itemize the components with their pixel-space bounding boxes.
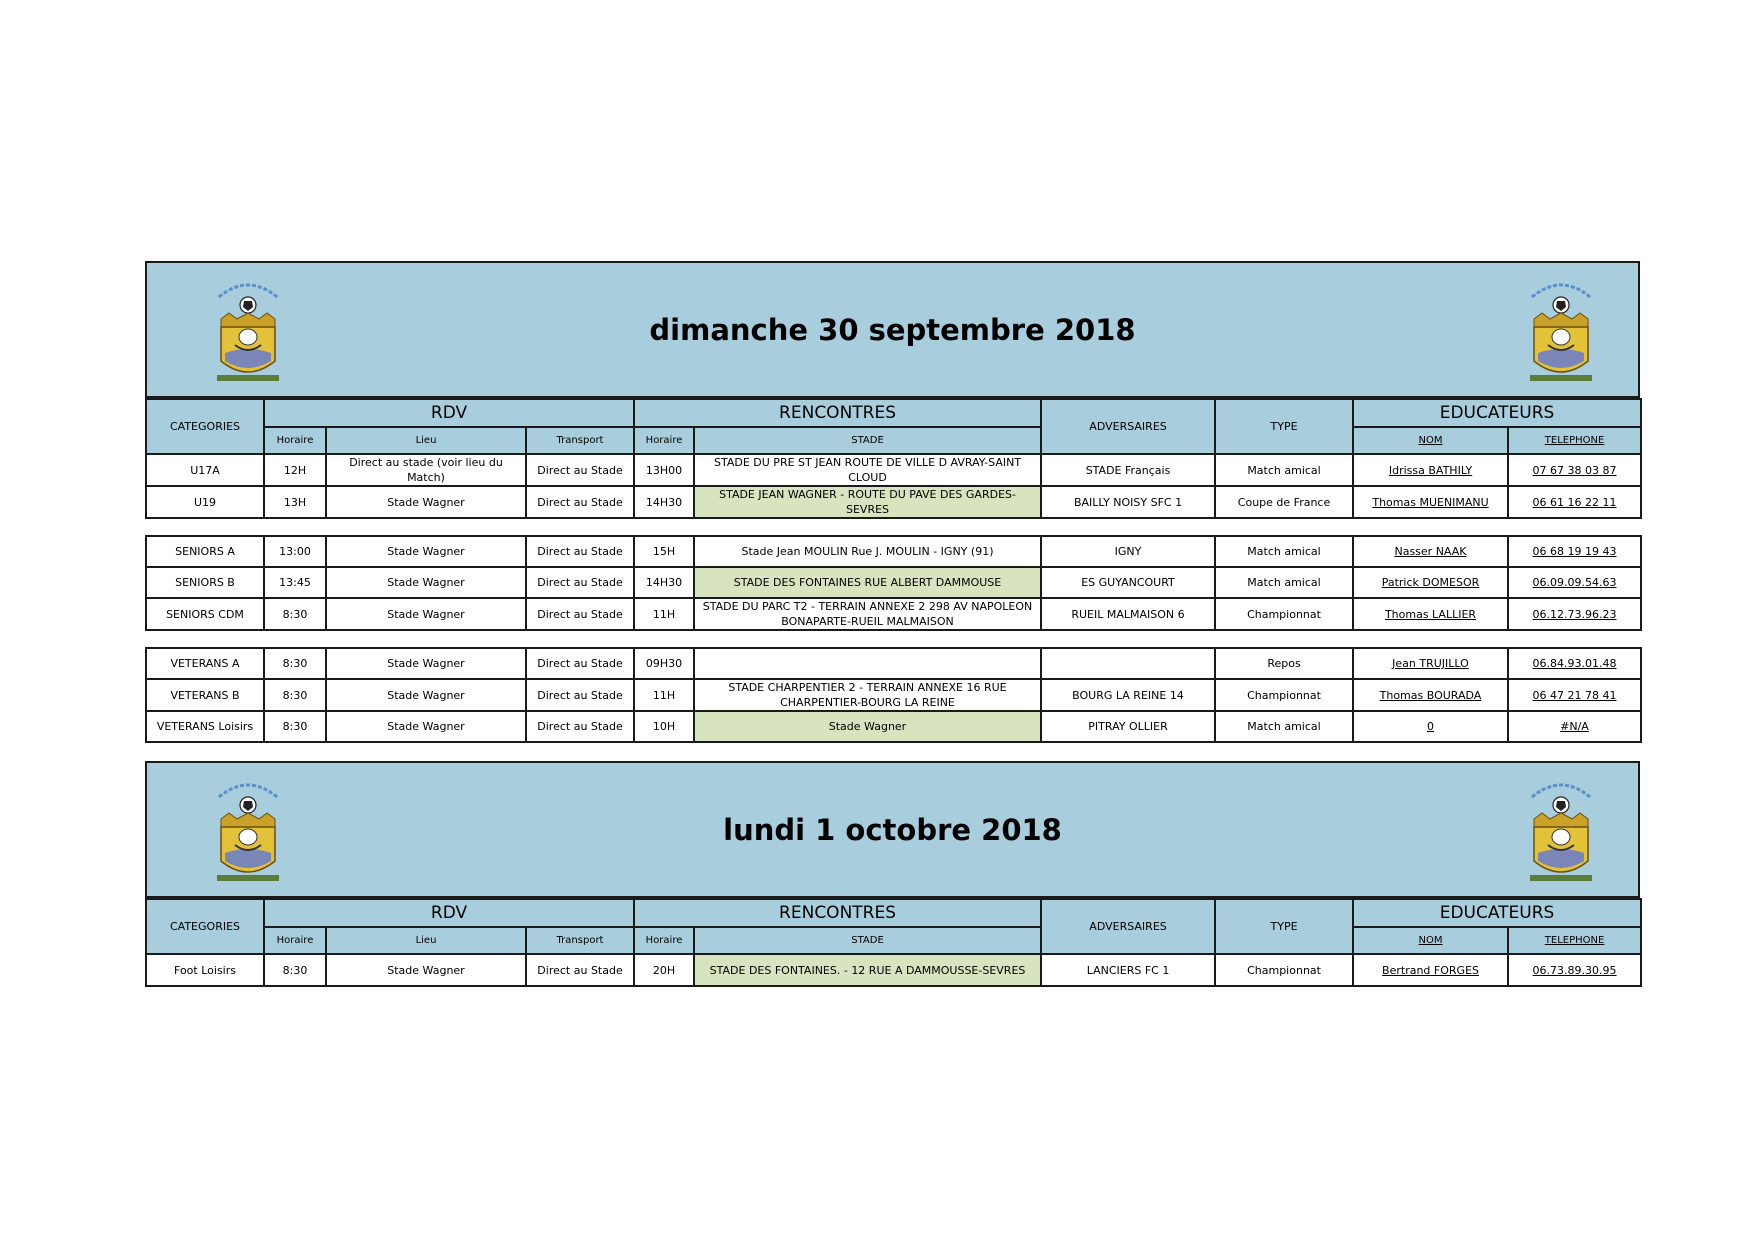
table-row [146, 711, 1641, 742]
cell-location: Stade Wagner [326, 648, 526, 679]
cell-phone[interactable]: 06.09.09.54.63 [1508, 567, 1641, 598]
cell-type: Repos [1215, 648, 1353, 679]
cell-coach-name[interactable]: Patrick DOMESOR [1353, 567, 1508, 598]
cell-category: SENIORS A [146, 536, 264, 567]
cell-coach-name[interactable]: Thomas BOURADA [1353, 679, 1508, 711]
cell-stadium [694, 648, 1041, 679]
header-type: TYPE [1215, 899, 1353, 954]
cell-transport: Direct au Stade [526, 598, 634, 630]
cell-stadium: Stade Wagner [694, 711, 1041, 742]
schedule-group-seniors [145, 535, 1640, 631]
cell-coach-name[interactable]: Thomas LALLIER [1353, 598, 1508, 630]
cell-transport: Direct au Stade [526, 711, 634, 742]
cell-rdv-time: 8:30 [264, 954, 326, 986]
cell-opponent: RUEIL MALMAISON 6 [1041, 598, 1215, 630]
cell-category: SENIORS B [146, 567, 264, 598]
cell-stadium: STADE DES FONTAINES. - 12 RUE A DAMMOUSSE-SEVRES [694, 954, 1041, 986]
header-transport: Transport [526, 427, 634, 454]
cell-location: Stade Wagner [326, 486, 526, 518]
cell-match-time: 11H [634, 679, 694, 711]
cell-type: Match amical [1215, 567, 1353, 598]
cell-transport: Direct au Stade [526, 486, 634, 518]
table-row [146, 679, 1641, 711]
header-adversaires: ADVERSAIRES [1041, 399, 1215, 454]
cell-stadium: STADE DES FONTAINES RUE ALBERT DAMMOUSE [694, 567, 1041, 598]
table-row [146, 954, 1641, 986]
cell-coach-name[interactable]: Bertrand FORGES [1353, 954, 1508, 986]
cell-phone[interactable]: 06.12.73.96.23 [1508, 598, 1641, 630]
table-row [146, 648, 1641, 679]
cell-coach-name[interactable]: Nasser NAAK [1353, 536, 1508, 567]
cell-transport: Direct au Stade [526, 679, 634, 711]
cell-phone[interactable]: 07 67 38 03 87 [1508, 454, 1641, 486]
header-transport: Transport [526, 927, 634, 954]
header-horaire-match: Horaire [634, 427, 694, 454]
cell-type: Championnat [1215, 954, 1353, 986]
cell-transport: Direct au Stade [526, 954, 634, 986]
header-lieu: Lieu [326, 927, 526, 954]
cell-transport: Direct au Stade [526, 648, 634, 679]
header-rencontres: RENCONTRES [634, 399, 1041, 427]
cell-opponent: BAILLY NOISY SFC 1 [1041, 486, 1215, 518]
header-stade: STADE [694, 927, 1041, 954]
cell-match-time: 13H00 [634, 454, 694, 486]
cell-match-time: 09H30 [634, 648, 694, 679]
cell-phone[interactable]: 06 68 19 19 43 [1508, 536, 1641, 567]
cell-category: U19 [146, 486, 264, 518]
cell-match-time: 15H [634, 536, 694, 567]
cell-opponent: ES GUYANCOURT [1041, 567, 1215, 598]
club-logo-right [1524, 775, 1598, 887]
cell-location: Stade Wagner [326, 954, 526, 986]
header-adversaires: ADVERSAIRES [1041, 899, 1215, 954]
schedule-group-veterans [145, 647, 1640, 743]
cell-opponent: STADE Français [1041, 454, 1215, 486]
cell-phone[interactable]: #N/A [1508, 711, 1641, 742]
cell-opponent: BOURG LA REINE 14 [1041, 679, 1215, 711]
club-logo-right [1524, 275, 1598, 387]
cell-stadium: STADE DU PRE ST JEAN ROUTE DE VILLE D AVRAY-SAINT CLOUD [694, 454, 1041, 486]
date-title-2: lundi 1 octobre 2018 [723, 812, 1062, 847]
header-nom: NOM [1353, 927, 1508, 954]
cell-phone[interactable]: 06.73.89.30.95 [1508, 954, 1641, 986]
cell-transport: Direct au Stade [526, 454, 634, 486]
cell-opponent: LANCIERS FC 1 [1041, 954, 1215, 986]
header-nom: NOM [1353, 427, 1508, 454]
cell-phone[interactable]: 06 61 16 22 11 [1508, 486, 1641, 518]
cell-category: VETERANS Loisirs [146, 711, 264, 742]
header-telephone: TELEPHONE [1508, 427, 1641, 454]
cell-transport: Direct au Stade [526, 567, 634, 598]
schedule-table-1 [145, 398, 1640, 519]
cell-category: Foot Loisirs [146, 954, 264, 986]
cell-rdv-time: 13:45 [264, 567, 326, 598]
cell-category: SENIORS CDM [146, 598, 264, 630]
cell-type: Match amical [1215, 711, 1353, 742]
table-row [146, 567, 1641, 598]
cell-location: Stade Wagner [326, 598, 526, 630]
cell-location: Stade Wagner [326, 567, 526, 598]
cell-rdv-time: 8:30 [264, 679, 326, 711]
cell-location: Stade Wagner [326, 679, 526, 711]
cell-stadium: STADE DU PARC T2 - TERRAIN ANNEXE 2 298 AV NAPOLEON BONAPARTE-RUEIL MALMAISON [694, 598, 1041, 630]
cell-phone[interactable]: 06.84.93.01.48 [1508, 648, 1641, 679]
header-educateurs: EDUCATEURS [1353, 899, 1641, 927]
cell-category: U17A [146, 454, 264, 486]
cell-coach-name[interactable]: Jean TRUJILLO [1353, 648, 1508, 679]
cell-coach-name[interactable]: Idrissa BATHILY [1353, 454, 1508, 486]
table-row [146, 598, 1641, 630]
cell-match-time: 14H30 [634, 486, 694, 518]
header-horaire: Horaire [264, 927, 326, 954]
cell-category: VETERANS B [146, 679, 264, 711]
date-title-1: dimanche 30 septembre 2018 [649, 312, 1136, 347]
header-categories: CATEGORIES [146, 399, 264, 454]
cell-opponent [1041, 648, 1215, 679]
cell-type: Championnat [1215, 598, 1353, 630]
cell-type: Match amical [1215, 536, 1353, 567]
schedule-table-2 [145, 898, 1640, 987]
cell-rdv-time: 13:00 [264, 536, 326, 567]
cell-type: Match amical [1215, 454, 1353, 486]
cell-match-time: 10H [634, 711, 694, 742]
cell-rdv-time: 12H [264, 454, 326, 486]
day-banner-1 [145, 261, 1640, 398]
header-categories: CATEGORIES [146, 899, 264, 954]
cell-match-time: 11H [634, 598, 694, 630]
cell-stadium: Stade Jean MOULIN Rue J. MOULIN - IGNY (91) [694, 536, 1041, 567]
cell-category: VETERANS A [146, 648, 264, 679]
cell-transport: Direct au Stade [526, 536, 634, 567]
header-rdv: RDV [264, 399, 634, 427]
cell-stadium: STADE CHARPENTIER 2 - TERRAIN ANNEXE 16 RUE CHARPENTIER-BOURG LA REINE [694, 679, 1041, 711]
cell-opponent: IGNY [1041, 536, 1215, 567]
cell-phone[interactable]: 06 47 21 78 41 [1508, 679, 1641, 711]
cell-stadium: STADE JEAN WAGNER - ROUTE DU PAVE DES GARDES-SEVRES [694, 486, 1041, 518]
cell-rdv-time: 8:30 [264, 648, 326, 679]
header-educateurs: EDUCATEURS [1353, 399, 1641, 427]
table-row [146, 486, 1641, 518]
cell-type: Coupe de France [1215, 486, 1353, 518]
cell-location: Stade Wagner [326, 536, 526, 567]
cell-rdv-time: 8:30 [264, 711, 326, 742]
cell-rdv-time: 13H [264, 486, 326, 518]
table-row [146, 536, 1641, 567]
cell-type: Championnat [1215, 679, 1353, 711]
header-horaire: Horaire [264, 427, 326, 454]
cell-rdv-time: 8:30 [264, 598, 326, 630]
cell-opponent: PITRAY OLLIER [1041, 711, 1215, 742]
header-stade: STADE [694, 427, 1041, 454]
header-rencontres: RENCONTRES [634, 899, 1041, 927]
header-rdv: RDV [264, 899, 634, 927]
table-row [146, 454, 1641, 486]
cell-coach-name[interactable]: Thomas MUENIMANU [1353, 486, 1508, 518]
day-banner-2 [145, 761, 1640, 898]
header-horaire-match: Horaire [634, 927, 694, 954]
cell-match-time: 20H [634, 954, 694, 986]
cell-match-time: 14H30 [634, 567, 694, 598]
cell-location: Direct au stade (voir lieu du Match) [326, 454, 526, 486]
header-type: TYPE [1215, 399, 1353, 454]
cell-location: Stade Wagner [326, 711, 526, 742]
cell-coach-name[interactable]: 0 [1353, 711, 1508, 742]
header-telephone: TELEPHONE [1508, 927, 1641, 954]
header-lieu: Lieu [326, 427, 526, 454]
